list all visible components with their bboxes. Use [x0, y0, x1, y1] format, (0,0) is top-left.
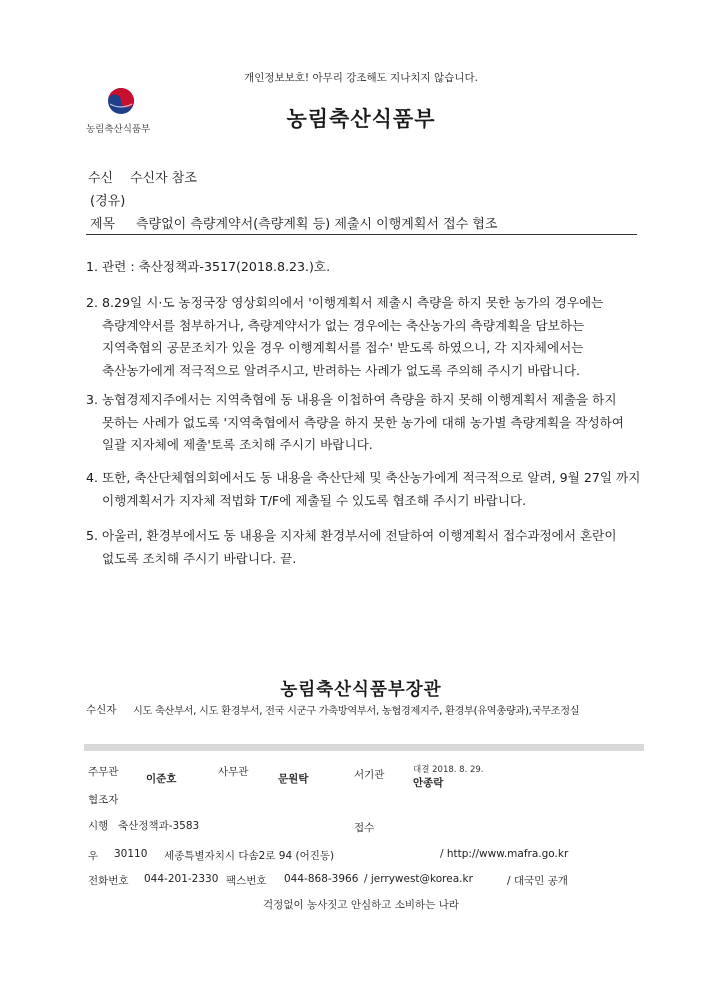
header-divider	[86, 234, 637, 235]
ministry-title: 농림축산식품부	[286, 107, 436, 131]
paragraph-number: 2.	[86, 295, 99, 310]
recipients-list: 시도 축산부서, 시도 환경부서, 전국 시군구 가축방역부서, 농협경제지주, 환경부(유역총량과),국무조정실	[133, 706, 580, 717]
enforce-label: 시행	[88, 820, 109, 832]
paragraph-text: 관련 : 축산정책과-3517(2018.8.23.)호.	[102, 259, 331, 274]
approver-1-name: 이준호	[146, 773, 177, 785]
address: 세종특별자치시 다솜2로 94 (어진동)	[164, 850, 335, 862]
approver-3-name: 안종락	[413, 777, 444, 789]
website-link[interactable]: / http://www.mafra.go.kr	[440, 848, 569, 860]
approver-3-date: 대결 2018. 8. 29.	[413, 765, 484, 775]
signer-title: 농림축산식품부장관	[280, 680, 442, 700]
paragraph-5	[86, 525, 646, 570]
cooperator-label: 협조자	[88, 794, 119, 806]
postal-label: 우	[88, 850, 99, 862]
fax-label: 팩스번호	[226, 875, 267, 887]
approver-1-role: 주무관	[88, 766, 119, 778]
fax-number: 044-868-3966	[284, 873, 359, 885]
paragraph-number: 4.	[86, 470, 99, 485]
paragraph-number: 1.	[86, 259, 99, 274]
paragraph-number: 5.	[86, 528, 99, 543]
receipt-label: 접수	[354, 822, 375, 834]
recipient-value: 수신자 참조	[130, 171, 197, 186]
recipient-label: 수신	[88, 171, 114, 186]
email-link[interactable]: / jerrywest@korea.kr	[364, 873, 473, 885]
recipients-label: 수신자	[86, 704, 117, 716]
logo-label: 농림축산식품부	[86, 124, 151, 135]
subject-label: 제목	[90, 217, 116, 232]
disclosure-status: / 대국민 공개	[507, 875, 568, 887]
privacy-notice: 개인정보보호! 아무리 강조해도 지나치지 않습니다.	[244, 72, 478, 84]
paragraph-number: 3.	[86, 392, 99, 407]
paragraph-3	[86, 389, 646, 457]
phone-number: 044-201-2330	[144, 873, 219, 885]
paragraph-text: 아울러, 환경부에서도 동 내용을 지자체 환경부서에 전달하여 이행계획서 접수과정에서 혼란이 없도록 조치해 주시기 바랍니다. 끝.	[102, 528, 617, 566]
subject-value: 측량없이 측량계약서(측량계획 등) 제출시 이행계획서 접수 협조	[136, 217, 498, 232]
paragraph-4	[86, 467, 646, 512]
ministry-slogan: 걱정없이 농사짓고 안심하고 소비하는 나라	[263, 899, 459, 911]
via-label: (경유)	[90, 194, 126, 209]
paragraph-1	[86, 256, 646, 279]
phone-label: 전화번호	[88, 875, 129, 887]
paragraph-text: 농협경제지주에서는 지역축협에 동 내용을 이첩하여 측량을 하지 못해 이행계획서 제출을 하지 못하는 사례가 없도록 '지역축협에서 측량을 하지 못한 농가에 대해 농가별 측량계획을 작성하여 일괄 지자체에 제출'토록 조치해 주시기 바랍니다.	[102, 392, 624, 452]
postal-code: 30110	[114, 848, 148, 860]
paragraph-text: 또한, 축산단체협의회에서도 동 내용을 축산단체 및 축산농가에게 적극적으로 알려, 9월 27일 까지 이행계획서가 지자체 적법화 T/F에 제출될 수 있도록 협조해 주시기 바랍니다.	[102, 470, 641, 508]
section-divider-band	[84, 744, 644, 751]
paragraph-text: 8.29일 시·도 농정국장 영상회의에서 '이행계획서 제출시 측량을 하지 못한 농가의 경우에는 측량계약서를 첨부하거나, 측량계약서가 없는 경우에는 축산농가의 측량계획을 담보하는 지역축협의 공문조치가 있을 경우 이행계획서를 접수' 받도록 하였으니, 각 지자체에서는 축산농가에게 적극적으로 알려주시고, 반려하는 사례가 없도록 주의해 주시기 바랍니다.	[102, 295, 604, 378]
approver-2-role: 사무관	[218, 766, 249, 778]
paragraph-2	[86, 292, 646, 382]
approver-3-role: 서기관	[354, 769, 385, 781]
approver-2-name: 문원탁	[278, 773, 309, 785]
enforce-value: 축산정책과-3583	[118, 820, 200, 832]
